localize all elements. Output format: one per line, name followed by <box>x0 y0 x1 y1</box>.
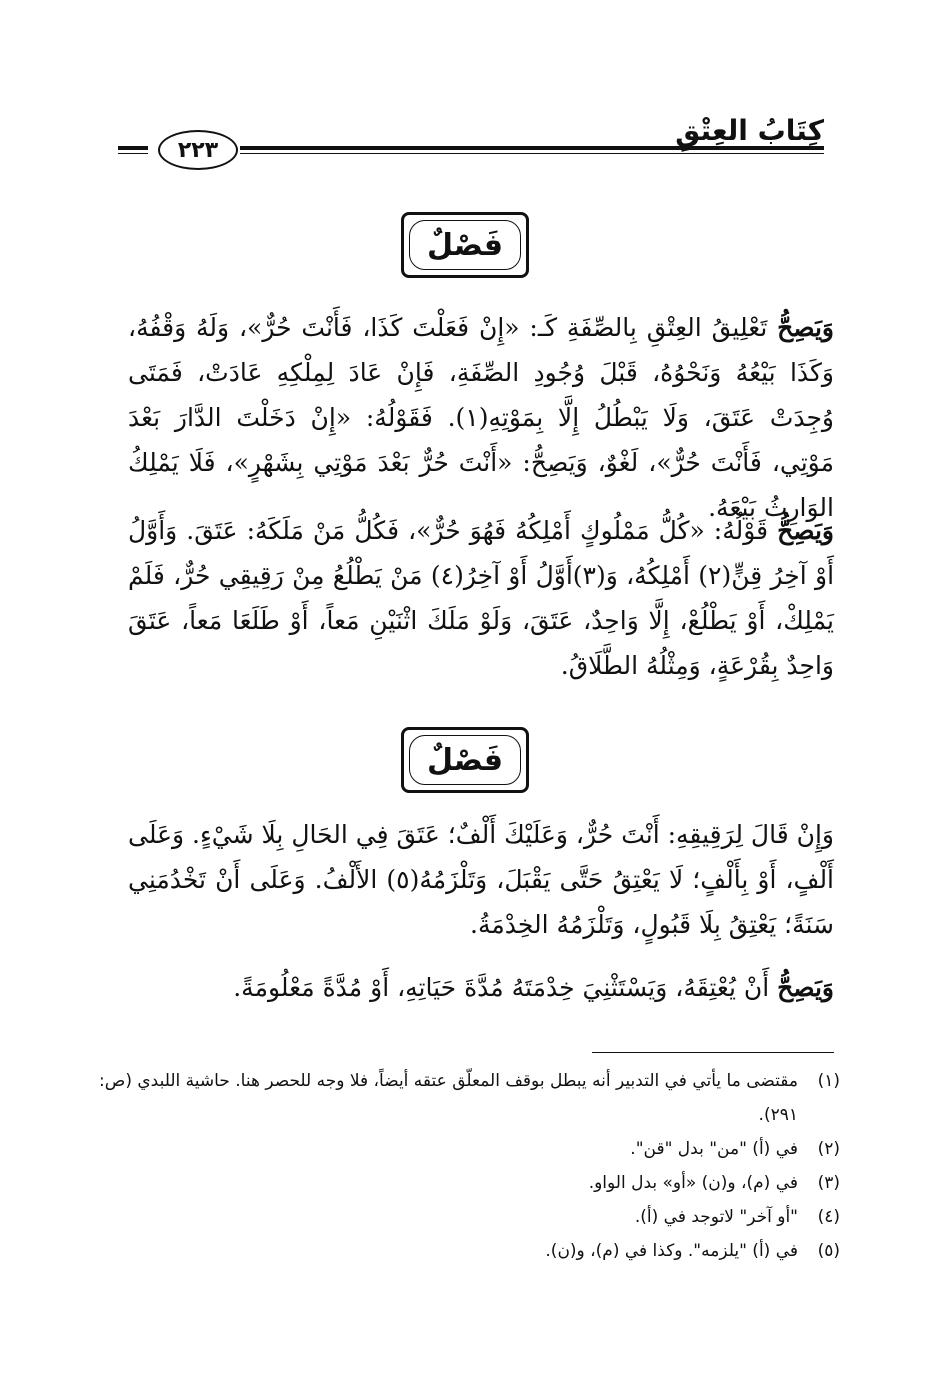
paragraph-text: قَوْلُهُ: «كُلُّ مَمْلُوكٍ أَمْلِكُهُ فَهُوَ حُرٌّ»، فَكُلُّ مَنْ مَلَكَهُ: عَتَقَ. وَأَوَّلُ أَوْ آخِرُ قِنٍّ(٢) أَمْلِكُهُ، وَ(٣)أَوَّلُ أَوْ آخِرُ(٤) مَنْ يَطْلُعُ مِنْ رَقِيقِي حُرٌّ، فَلَمْ يَمْلِكْ، أَوْ يَطْلُعْ، إِلَّا وَاحِدٌ، عَتَقَ، وَلَوْ مَلَكَ اثْنَيْنِ مَعاً، أَوْ طَلَعَا مَعاً، عَتَقَ وَاحِدٌ بِقُرْعَةٍ، وَمِثْلُهُ الطَّلَاقُ. <box>128 516 835 680</box>
footnote-number: (٤) <box>817 1207 840 1227</box>
footnote <box>95 1132 840 1166</box>
footnote-text: مقتضى ما يأتي في التدبير أنه يبطل بوقف المعلّق عتقه أيضاً، فلا وجه للحصر هنا. حاشية اللبدي (ص: ٢٩١). <box>99 1071 798 1125</box>
footnote-number: (٥) <box>817 1241 840 1261</box>
footnote <box>95 1064 840 1132</box>
header-rule-left-thin <box>118 153 148 154</box>
page-number: ٢٢٣ <box>158 130 238 170</box>
header-rule-left <box>118 146 148 150</box>
header-rule-thin <box>240 153 824 154</box>
footnote-text: في (م)، و(ن) «أو» بدل الواو. <box>588 1173 798 1193</box>
paragraph-lead: وَيَصِحُّ <box>777 973 834 1002</box>
footnote <box>95 1234 840 1268</box>
paragraph <box>128 812 834 947</box>
paragraph-text: تَعْلِيقُ العِتْقِ بِالصِّفَةِ كَـ: «إِنْ فَعَلْتَ كَذَا، فَأَنْتَ حُرٌّ»، وَلَهُ وَقْفُهُ، وَكَذَا بَيْعُهُ وَنَحْوُهُ، قَبْلَ وُجُودِ الصِّفَةِ، فَإِنْ عَادَ لِمِلْكِهِ عَادَتْ، فَمَتَى وُجِدَتْ عَتَقَ، وَلَا يَبْطُلُ إِلَّا بِمَوْتِهِ(١). فَقَوْلُهُ: «إِنْ دَخَلْتَ الدَّارَ بَعْدَ مَوْتِي، فَأَنْتَ حُرٌّ»، لَغْوٌ، وَيَصِحُّ: «أَنْتَ حُرٌّ بَعْدَ مَوْتِي بِشَهْرٍ»، فَلَا يَمْلِكُ الوَارِثُ بَيْعَهُ. <box>128 313 834 522</box>
running-header <box>118 114 824 172</box>
section-heading-box <box>401 727 529 793</box>
paragraph <box>128 965 834 1010</box>
footnote-text: في (أ) "يلزمه". وكذا في (م)، و(ن). <box>545 1241 798 1261</box>
footnote-number: (٣) <box>817 1173 840 1193</box>
paragraph-text: وَإِنْ قَالَ لِرَقِيقِهِ: أَنْتَ حُرٌّ، وَعَلَيْكَ أَلْفٌ؛ عَتَقَ فِي الحَالِ بِلَا شَيْءٍ. وَعَلَى أَلْفٍ، أَوْ بِأَلْفٍ؛ لَا يَعْتِقُ حَتَّى يَقْبَلَ، وَتَلْزَمُهُ(٥) الأَلْفُ. وَعَلَى أَنْ تَخْدُمَنِي سَنَةً؛ يَعْتِقُ بِلَا قَبُولٍ، وَتَلْزَمُهُ الخِدْمَةُ. <box>128 820 835 939</box>
footnote <box>95 1166 840 1200</box>
section-heading: فَصْلٌ <box>427 742 503 778</box>
footnote-number: (١) <box>817 1071 840 1091</box>
paragraph-lead: وَيَصِحُّ <box>777 516 834 545</box>
paragraph <box>128 508 834 688</box>
footnote <box>95 1200 840 1234</box>
header-rule <box>240 146 824 150</box>
paragraph-text: أَنْ يُعْتِقَهُ، وَيَسْتَثْنِيَ خِدْمَتَهُ مُدَّةَ حَيَاتِهِ، أَوْ مُدَّةً مَعْلُومَةً. <box>233 973 778 1002</box>
footnotes <box>95 1064 840 1268</box>
footnote-text: "أو آخر" لاتوجد في (أ). <box>634 1207 798 1227</box>
footnote-separator <box>592 1052 834 1053</box>
section-heading: فَصْلٌ <box>427 227 503 263</box>
paragraph-lead: وَيَصِحُّ <box>777 313 834 342</box>
footnote-text: في (أ) "من" بدل "قن". <box>630 1139 798 1159</box>
paragraph <box>128 305 834 530</box>
section-heading-box <box>401 212 529 278</box>
book-title: كِتَابُ العِتْقِ <box>675 114 824 147</box>
footnote-number: (٢) <box>817 1139 840 1159</box>
